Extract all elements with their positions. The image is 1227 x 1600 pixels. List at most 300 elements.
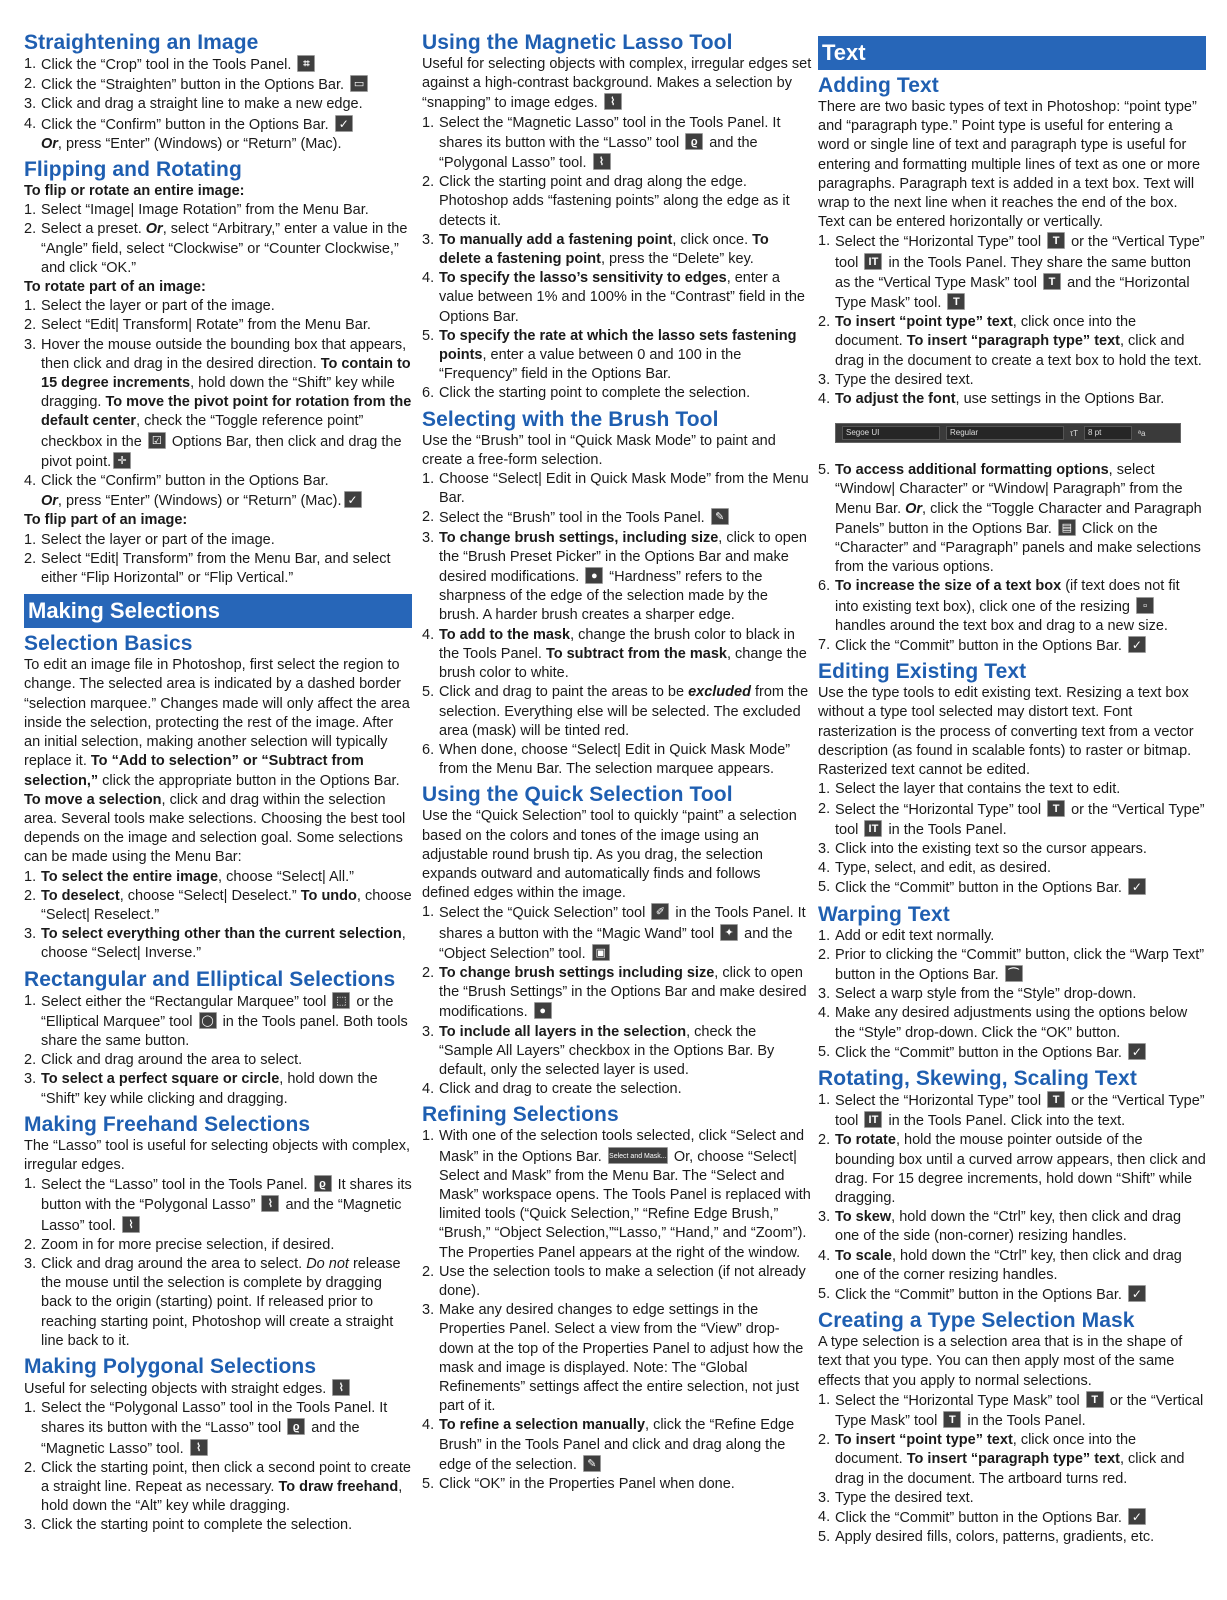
text-run: , check the “Toggle reference point” checkbox in the — [41, 413, 364, 450]
list-number: 5. — [818, 1043, 831, 1060]
list-number: 3. — [818, 1209, 831, 1226]
subheading: To flip part of an image: — [24, 512, 188, 529]
text-run: , hold down the “Shift” key while clicking and dragging. — [41, 1071, 378, 1107]
bold-text: To rotate — [835, 1132, 896, 1149]
bold-text: To include all layers in the selection — [439, 1023, 687, 1040]
text-run: Click and drag a straight line to make a new edge. — [41, 96, 363, 113]
text-run: Click the “Straighten” button in the Options Bar. — [41, 77, 345, 94]
text-run: , choose “Select| Inverse.” — [41, 926, 406, 962]
list-number: 3. — [24, 1071, 37, 1088]
checkmark-icon: ✓ — [1128, 1508, 1146, 1525]
list-item — [818, 1004, 1206, 1042]
bold-italic-text: Or — [41, 493, 58, 510]
list-number: 3. — [818, 986, 831, 1003]
list-item — [24, 1236, 412, 1255]
bold-text: To increase the size of a text box — [835, 578, 1062, 595]
list-number: 1. — [24, 1400, 37, 1417]
list-item — [422, 1416, 812, 1475]
section-heading: Using the Quick Selection Tool — [422, 783, 733, 807]
text-run: Use the type tools to edit existing text. Resizing a text box without a type tool selected may distort text. Font rasterization is the process of converting text from a vector description (as found in scalable fonts) to raster or bitmap. Rasterized text cannot be edited. — [818, 685, 1194, 779]
list-number: 2. — [422, 964, 435, 981]
vertical-type-icon: IT — [864, 1111, 882, 1128]
text-run: Select the layer or part of the image. — [41, 531, 275, 548]
bold-text: To access additional formatting options — [835, 462, 1109, 479]
list-item — [422, 1080, 812, 1099]
bold-text: To refine a selection manually — [439, 1417, 646, 1434]
list-number: 2. — [422, 174, 435, 191]
vertical-type-mask-icon: T — [1043, 273, 1061, 290]
list-item — [818, 800, 1206, 840]
text-run: Click the “Crop” tool in the Tools Panel. — [41, 57, 292, 73]
text-run: Click the “Commit” button in the Options Bar. — [835, 1510, 1126, 1526]
lasso-icon: ϱ — [685, 133, 703, 150]
list-item — [24, 297, 412, 316]
list-number: 1. — [24, 1176, 37, 1193]
list-item — [818, 371, 1206, 390]
list-item — [818, 461, 1206, 577]
text-run: Use the “Brush” tool in “Quick Mask Mode” to paint and create a free-form selection. — [422, 432, 776, 468]
font-family-dropdown: Segoe UI — [842, 426, 940, 440]
checkmark-icon: ✓ — [1128, 878, 1146, 895]
section-heading: Rotating, Skewing, Scaling Text — [818, 1066, 1137, 1090]
text-run: or the “Vertical Type Mask” tool — [835, 1392, 1204, 1429]
list-number: 5. — [422, 1476, 435, 1493]
text-run: Zoom in for more precise selection, if desired. — [41, 1236, 335, 1253]
list-number: 4. — [818, 1005, 831, 1022]
list-item — [818, 859, 1206, 878]
list-item — [422, 114, 812, 174]
brush-icon: ✎ — [711, 508, 729, 525]
bold-text: To change brush settings including size — [439, 964, 715, 981]
list-item — [422, 173, 812, 231]
polygonal-lasso-icon: ⌇ — [593, 153, 611, 170]
resize-handle-icon: ▫ — [1136, 597, 1154, 614]
list-number: 5. — [818, 1529, 831, 1546]
polygonal-lasso-icon: ⌇ — [261, 1195, 279, 1212]
paragraph — [24, 1379, 412, 1399]
rectangular-marquee-icon: ⬚ — [332, 992, 350, 1009]
list-number: 1. — [818, 781, 831, 798]
font-size-dropdown: 8 pt — [1084, 426, 1132, 440]
section-heading: Making Polygonal Selections — [24, 1354, 317, 1378]
text-run: Choose “Select| Edit in Quick Mask Mode” from the Menu Bar. — [439, 471, 809, 507]
list-item — [24, 1175, 412, 1236]
text-run: , select “Arbitrary,” enter a value in the “Angle” field, select “Clockwise” or “Counter Clockwise,” and click “OK.” — [41, 221, 408, 276]
list-item — [422, 327, 812, 385]
text-run: Or, choose “Select| Select and Mask” from the Menu Bar. The “Select and Mask” workspace opens. The Tools Panel is replaced with limited tools (“Quick Selection,” “Refine Edge Brush,” “Brush,” “Object Selection,”“Lasso,” “Hand,” and “Zoom”). The Properties Panel appears at the right of the window. — [439, 1148, 811, 1261]
text-run: , click once. — [672, 231, 753, 248]
refine-edge-brush-icon: ✎ — [583, 1455, 601, 1472]
text-run: Select the layer or part of the image. — [41, 298, 275, 315]
text-run: Use the selection tools to make a selection (if not already done). — [439, 1263, 806, 1299]
list-item — [24, 201, 412, 220]
reference-point-checkbox-icon: ☑ — [148, 432, 166, 449]
text-run: and the “Horizontal Type Mask” tool. — [835, 274, 1190, 312]
text-run: Click the starting point and drag along the edge. Photoshop adds “fastening points” along the edge as it detects it. — [439, 174, 790, 229]
text-run: Click on the “Character” and “Paragraph” panels and make selections from the various options. — [835, 520, 1201, 576]
text-run: in the Tools Panel. Click into the text. — [884, 1113, 1126, 1130]
list-item — [818, 1208, 1206, 1246]
text-run: , click and drag within the selection area. Several tools make selections. Choosing the best tool depends on the image and selection goal. Some selections can be made using the Menu Bar: — [24, 791, 406, 866]
text-run: , click to open the “Brush Settings” in the Options Bar and make desired modifications. — [439, 964, 807, 1021]
text-run: or the “Vertical Type” tool — [835, 234, 1205, 271]
list-number: 1. — [818, 927, 831, 944]
text-run: release the mouse until the selection is complete by dragging back to the origin (starting) point. If released prior to reaching starting point, Photoshop will create a straight line back to it. — [41, 1255, 401, 1349]
text-run: Select a warp style from the “Style” drop-down. — [835, 986, 1137, 1003]
bold-italic-text: Or — [41, 135, 58, 152]
text-run: , hold down the “Shift” key while dragging. — [41, 375, 395, 411]
list-item — [24, 336, 412, 472]
list-item — [818, 1247, 1206, 1285]
font-style-dropdown: Regular — [946, 426, 1064, 440]
vertical-type-icon: IT — [864, 253, 882, 270]
text-run: in the Tools Panel. It shares a button with the “Magic Wand” tool — [439, 905, 806, 942]
bold-text: To adjust the font — [835, 391, 956, 408]
bold-italic-text: excluded — [688, 684, 751, 701]
text-run: Click the “Confirm” button in the Options Bar. — [41, 116, 329, 133]
text-run: Type the desired text. — [835, 371, 974, 388]
list-item — [422, 384, 812, 403]
list-item — [818, 1091, 1206, 1131]
list-number: 4. — [818, 1509, 831, 1525]
list-item — [818, 1508, 1206, 1528]
text-run: , change the brush color to white. — [439, 645, 807, 682]
bold-text: To move a selection — [24, 791, 162, 808]
list-item — [24, 75, 412, 95]
bold-text: To skew — [835, 1209, 892, 1226]
text-run: Select the “Horizontal Type Mask” tool — [835, 1392, 1084, 1409]
text-run: , press the “Delete” key. — [600, 251, 754, 268]
text-run: , hold down the “Ctrl” key, then click and drag one of the corner resizing handles. — [835, 1247, 1182, 1283]
crop-icon: ⌗ — [297, 55, 315, 72]
font-options-bar — [835, 423, 1181, 443]
list-number: 2. — [24, 1459, 37, 1476]
text-run: Make any desired changes to edge settings in the Properties Panel. Select a view from the “View” drop-down at the top of the Properties Panel to adjust how the mask and image is displayed. Note: The “Global Refinements” settings affect the entire selection, not just part of it. — [439, 1302, 804, 1415]
text-run: Select “Edit| Transform| Rotate” from the Menu Bar. — [41, 317, 371, 334]
list-number: 2. — [422, 1263, 435, 1280]
text-run: Click and drag to create the selection. — [439, 1081, 682, 1098]
bold-text: To scale — [835, 1247, 892, 1264]
text-run: To edit an image file in Photoshop, first select the region to change. The selected area is indicated by a dashed border “selection marquee.” Changes made will only affect the area inside the selection, protecting the rest of the image. After an initial selection, making another selection will typically replace it. — [24, 657, 410, 770]
list-item — [24, 868, 412, 887]
list-item — [24, 531, 412, 550]
text-run: Click into the existing text so the cursor appears. — [835, 840, 1147, 857]
list-number: 2. — [24, 1052, 37, 1069]
paragraph — [422, 807, 812, 903]
list-item — [422, 1023, 812, 1081]
font-size-icon: τT — [1070, 428, 1079, 438]
list-number: 3. — [422, 1023, 435, 1040]
list-number: 3. — [818, 840, 831, 857]
text-run: Select the “Brush” tool in the Tools Panel. — [439, 510, 709, 527]
text-run: The “Lasso” tool is useful for selecting objects with complex, irregular edges. — [24, 1137, 411, 1173]
list-item — [422, 903, 812, 964]
list-item — [422, 269, 812, 327]
list-number: 6. — [422, 741, 435, 758]
list-item — [24, 1399, 412, 1459]
list-item — [422, 964, 812, 1023]
bold-text: To select the entire image — [41, 868, 219, 885]
list-number: 4. — [422, 1417, 435, 1434]
list-item — [24, 472, 412, 491]
list-item — [422, 470, 812, 508]
list-number: 4. — [422, 270, 435, 287]
subheading: To flip or rotate an entire image: — [24, 183, 245, 200]
text-run: Click the starting point to complete the selection. — [439, 385, 751, 402]
list-item — [24, 95, 412, 114]
list-item — [422, 1475, 812, 1494]
magnetic-lasso-icon: ⌇ — [190, 1439, 208, 1456]
list-number: 5. — [818, 462, 831, 479]
section-heading: Selecting with the Brush Tool — [422, 407, 719, 431]
list-number: 2. — [24, 887, 37, 904]
text-run: Select the “Polygonal Lasso” tool in the Tools Panel. It shares its button with the “Lasso” tool — [41, 1400, 388, 1437]
list-number: 3. — [818, 371, 831, 388]
section-heading: Using the Magnetic Lasso Tool — [422, 31, 733, 54]
list-number: 4. — [818, 1247, 831, 1264]
bold-text: To select everything other than the current selection — [41, 926, 402, 943]
checkmark-icon: ✓ — [1128, 1285, 1146, 1302]
list-item — [422, 1301, 812, 1416]
bold-text: To select a perfect square or circle — [41, 1071, 280, 1088]
bold-text: To deselect — [41, 887, 120, 904]
text-run: or the “Elliptical Marquee” tool — [41, 993, 394, 1030]
magic-wand-icon: ✦ — [720, 924, 738, 941]
text-run: , hold down the “Ctrl” key, then click and drag one of the side (non-corner) resizing handles. — [835, 1209, 1182, 1245]
text-run: (if text does not fit into existing text box), click one of the resizing — [835, 578, 1180, 615]
text-run: “Hardness” refers to the sharpness of the edge of the selection made by the brush. A harder brush creates a sharper edge. — [439, 569, 768, 624]
text-run: There are two basic types of text in Photoshop: “point type” and “paragraph type.” Point type is useful for entering a word or single line of text and paragraph type is useful for entering and formatting multiple lines of text as one or more paragraphs. Paragraph text is added in a text box. Text will wrap to the next line when it reaches the end of the box. Text can be entered horizontally or vertically. — [818, 99, 1201, 231]
subheading: To rotate part of an image: — [24, 279, 206, 296]
lasso-icon: ϱ — [314, 1175, 332, 1192]
list-number: 1. — [422, 1128, 435, 1145]
polygonal-lasso-icon: ⌇ — [332, 1379, 350, 1396]
text-run: , change the brush color to black in the Tools Panel. — [439, 626, 795, 662]
list-number: 2. — [24, 221, 37, 238]
list-number: 4. — [818, 391, 831, 408]
section-banner: Text — [818, 36, 1206, 70]
list-item — [24, 1516, 412, 1535]
bold-text: To insert “paragraph type” text — [906, 333, 1120, 350]
vertical-type-mask-icon: T — [943, 1411, 961, 1428]
list-item — [24, 135, 412, 154]
object-selection-icon: ▣ — [592, 944, 610, 961]
text-run: Click the “Confirm” button in the Options Bar. — [41, 473, 329, 490]
magnetic-lasso-icon: ⌇ — [122, 1216, 140, 1233]
checkmark-icon: ✓ — [344, 491, 362, 508]
list-number: 1. — [818, 233, 831, 250]
list-item — [818, 1131, 1206, 1208]
horizontal-type-icon: T — [1047, 1091, 1065, 1108]
text-run: handles around the text box and drag to a new size. — [835, 617, 1168, 634]
list-item — [818, 1489, 1206, 1508]
text-run: Select either the “Rectangular Marquee” tool — [41, 993, 331, 1010]
horizontal-type-icon: T — [1047, 232, 1065, 249]
list-number: 4. — [422, 626, 435, 643]
list-item — [818, 636, 1206, 656]
list-number: 2. — [24, 1236, 37, 1253]
list-item — [422, 683, 812, 741]
column-1 — [24, 30, 412, 1536]
list-number: 2. — [818, 1132, 831, 1149]
bold-text: To insert “point type” text — [835, 314, 1013, 331]
list-number: 2. — [818, 314, 831, 331]
list-number: 3. — [422, 1302, 435, 1319]
list-number: 4. — [24, 115, 37, 132]
list-item — [24, 316, 412, 335]
text-run: Options Bar, then click and drag the pivot point. — [41, 433, 402, 470]
list-number: 4. — [24, 473, 37, 490]
text-run: , click to open the “Brush Preset Picker” in the Options Bar and make desired modifications. — [439, 529, 807, 586]
text-run: in the Tools Panel. They share the same button as the “Vertical Type Mask” tool — [835, 254, 1191, 291]
text-run: A type selection is a selection area that is in the shape of text that you type. You can then apply most of the same effects that you apply to normal selections. — [818, 1334, 1183, 1389]
paragraph — [422, 432, 812, 470]
section-heading: Straightening an Image — [24, 31, 259, 54]
list-number: 3. — [24, 926, 37, 943]
list-number: 6. — [818, 578, 831, 595]
text-run: Click and drag to paint the areas to be — [439, 684, 689, 701]
text-run: Click the starting point, then click a second point to create a straight line. Repeat as necessary. — [41, 1459, 411, 1495]
list-item — [24, 992, 412, 1052]
text-run: , choose “Select| All.” — [218, 868, 354, 885]
text-run: , press “Enter” (Windows) or “Return” (Mac). — [57, 135, 342, 152]
list-number: 3. — [422, 529, 435, 546]
elliptical-marquee-icon: ◯ — [199, 1012, 217, 1029]
text-run: , click once into the document. — [835, 314, 1137, 350]
checkmark-icon: ✓ — [1128, 1043, 1146, 1060]
section-heading: Flipping and Rotating — [24, 158, 242, 182]
section-heading: Refining Selections — [422, 1103, 619, 1127]
list-item — [422, 741, 812, 779]
list-number: 1. — [24, 298, 37, 315]
list-item — [24, 115, 412, 135]
paragraph — [818, 684, 1206, 780]
list-item — [818, 390, 1206, 409]
text-run: Use the “Quick Selection” tool to quickly “paint” a selection based on the colors and tones of the image using an adjustable round brush tip. As you drag, the selection expands outward and automatically finds and follows defined edges within the image. — [422, 808, 797, 902]
list-item — [818, 946, 1206, 985]
section-heading: Making Freehand Selections — [24, 1112, 311, 1136]
bold-text: To move the pivot point for rotation from the default center — [41, 394, 412, 430]
list-number: 5. — [422, 327, 435, 344]
horizontal-type-mask-icon: T — [947, 293, 965, 310]
bold-text: To specify the lasso’s sensitivity to edges — [439, 270, 727, 287]
text-run: and the “Magnetic Lasso” tool. — [41, 1197, 402, 1234]
list-number: 5. — [818, 1285, 831, 1302]
list-item — [24, 220, 412, 278]
text-run: , enter a value between 0 and 100 in the “Frequency” field in the Options Bar. — [439, 347, 742, 383]
section-heading: Warping Text — [818, 902, 950, 926]
text-run: , click and drag in the document. The artboard turns red. — [835, 1451, 1185, 1487]
bold-text: To “Add to selection” or “Subtract from selection,” — [24, 753, 364, 789]
list-item — [24, 1459, 412, 1517]
pivot-point-icon: ✛ — [113, 452, 131, 469]
text-run: , hold the mouse pointer outside of the bounding box until a curved arrow appears, then click and drag. For 15 degree increments, hold down “Shift” while dragging. — [835, 1132, 1206, 1206]
list-number: 5. — [422, 684, 435, 701]
list-item — [818, 232, 1206, 313]
list-number: 6. — [422, 385, 435, 402]
list-number: 1. — [24, 868, 37, 885]
text-run: Hover the mouse outside the bounding box that appears, then click and drag in the desired direction. — [41, 336, 407, 372]
text-run: Select the “Horizontal Type” tool — [835, 234, 1046, 251]
select-and-mask-button: Select and Mask... — [608, 1147, 668, 1164]
list-item — [24, 925, 412, 963]
magnetic-lasso-icon: ⌇ — [604, 93, 622, 110]
list-item — [818, 985, 1206, 1004]
list-item — [818, 1528, 1206, 1547]
text-run: Select the “Lasso” tool in the Tools Panel. — [41, 1177, 312, 1194]
list-item — [24, 887, 412, 925]
section-heading: Creating a Type Selection Mask — [818, 1309, 1135, 1333]
text-run: Make any desired adjustments using the options below the “Style” drop-down. Click the “OK” button. — [835, 1005, 1188, 1041]
text-run: , choose “Select| Deselect.” — [119, 887, 301, 904]
paragraph — [24, 1137, 412, 1175]
list-number: 1. — [24, 531, 37, 548]
list-item — [24, 1051, 412, 1070]
text-run: , hold down the “Alt” key while dragging. — [41, 1479, 403, 1515]
text-run: Select the layer that contains the text to edit. — [835, 781, 1121, 798]
list-item — [818, 878, 1206, 898]
bold-italic-text: Or — [905, 500, 923, 517]
text-run: , enter a value between 1% and 100% in the “Contrast” field in the Options Bar. — [439, 270, 805, 325]
text-run: or the “Vertical Type” tool — [835, 801, 1205, 838]
text-run: , press “Enter” (Windows) or “Return” (Mac). — [57, 493, 342, 510]
list-number: 2. — [24, 76, 37, 93]
bold-text: To add to the mask — [439, 626, 571, 643]
text-run: , use settings in the Options Bar. — [955, 391, 1165, 408]
text-run: Type the desired text. — [835, 1489, 974, 1506]
paragraph — [818, 98, 1206, 232]
text-run: in the Tools Panel. — [884, 821, 1007, 838]
bold-text: To specify the rate at which the lasso sets fastening points — [439, 327, 797, 364]
text-run: It shares its button with the “Polygonal Lasso” — [41, 1177, 412, 1214]
lasso-icon: ϱ — [287, 1418, 305, 1435]
list-item — [818, 1391, 1206, 1431]
section-heading: Editing Existing Text — [818, 660, 1027, 684]
section-banner: Making Selections — [24, 594, 412, 628]
text-run: , click and drag in the document to create a text box to hold the text. — [835, 333, 1202, 369]
list-item — [422, 1263, 812, 1301]
bold-text: To draw freehand — [278, 1479, 399, 1495]
text-run: Apply desired fills, colors, patterns, gradients, etc. — [835, 1529, 1155, 1546]
list-item — [24, 1070, 412, 1108]
list-item — [422, 529, 812, 626]
text-run: Click “OK” in the Properties Panel when done. — [439, 1476, 735, 1493]
list-item — [818, 1431, 1206, 1489]
text-run: Select the “Horizontal Type” tool — [835, 801, 1046, 818]
section-heading: Rectangular and Elliptical Selections — [24, 967, 396, 991]
list-item — [24, 1255, 412, 1351]
text-run: click the appropriate button in the Options Bar. — [98, 772, 400, 789]
bold-text: To undo — [300, 887, 357, 904]
text-run: , select “Window| Character” or “Window| Paragraph” from the Menu Bar. — [835, 462, 1183, 517]
bold-text: To insert “point type” text — [835, 1432, 1013, 1449]
checkmark-icon: ✓ — [335, 115, 353, 132]
list-number: 3. — [24, 336, 37, 353]
text-run: Select “Edit| Transform” from the Menu Bar, and select either “Flip Horizontal” or “Flip Vertical.” — [41, 550, 391, 587]
text-run: Click the “Commit” button in the Options Bar. — [835, 638, 1126, 655]
list-item — [422, 1127, 812, 1262]
text-run: Prior to clicking the “Commit” button, click the “Warp Text” button in the Options Bar. — [835, 946, 1205, 983]
list-item — [818, 927, 1206, 946]
paragraph — [422, 55, 812, 114]
text-run: in the Tools Panel. — [963, 1412, 1086, 1429]
text-run: , click the “Refine Edge Brush” in the Tools Panel and click and drag along the edge of the selection. — [439, 1417, 795, 1473]
list-number: 1. — [24, 56, 37, 72]
list-item — [818, 780, 1206, 799]
list-number: 4. — [422, 1081, 435, 1098]
text-run: or the “Vertical Type” tool — [835, 1092, 1205, 1130]
list-number: 1. — [422, 904, 435, 921]
